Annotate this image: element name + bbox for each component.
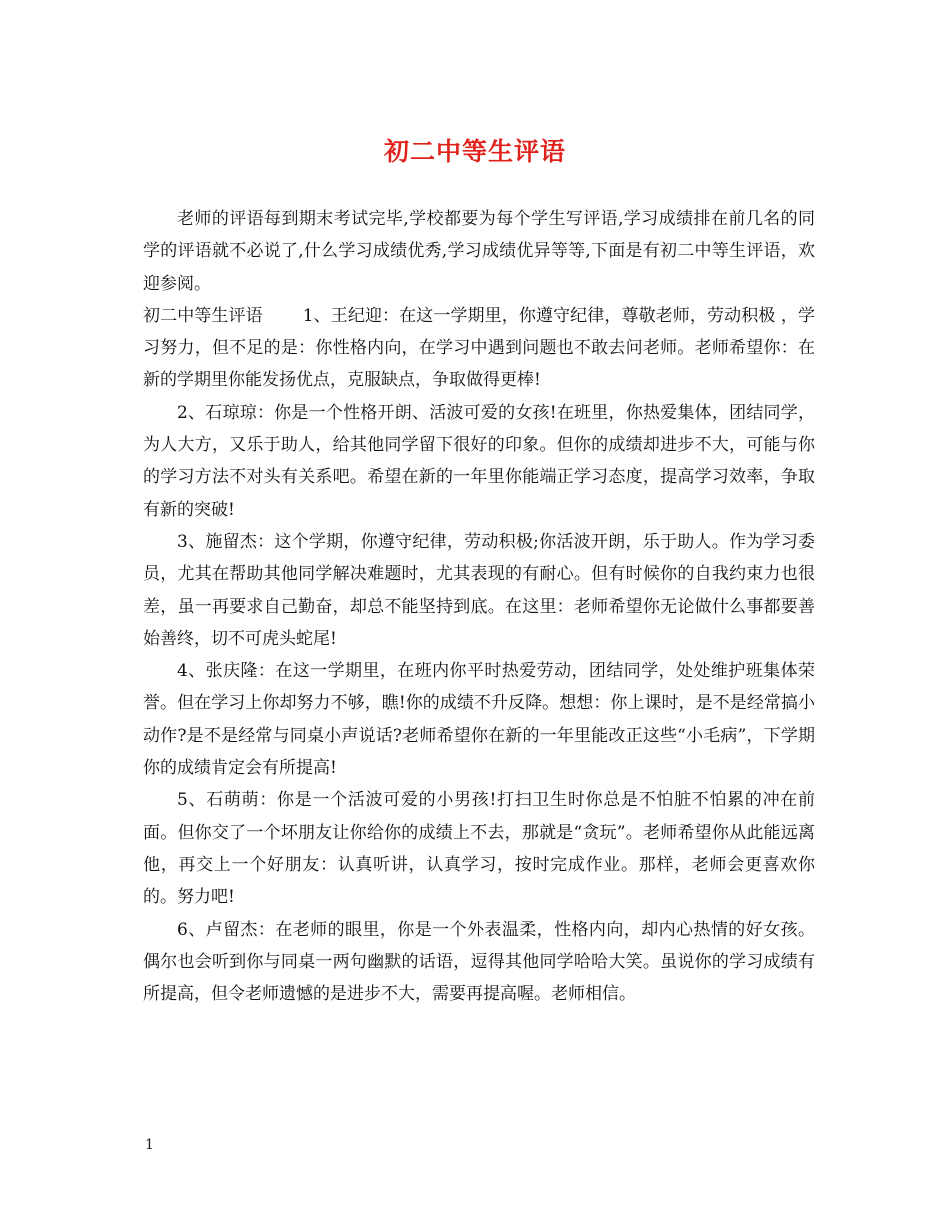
comment-paragraph-4: 4、张庆隆：在这一学期里，在班内你平时热爱劳动，团结同学，处处维护班集体荣誉。但在学习上你却努力不够，瞧!你的成绩不升反降。想想：你上课时，是不是经常搞小动作?是不是经常与同桌小声说话?老师希望你在新的一年里能改正这些“小毛病”，下学期你的成绩肯定会有所提高! — [143, 661, 815, 779]
comment-paragraph-2: 2、石琼琼：你是一个性格开朗、活波可爱的女孩!在班里，你热爱集体，团结同学，为人大方，又乐于助人，给其他同学留下很好的印象。但你的成绩却进步不大，可能与你的学习方法不对头有关系吧。希望在新的一年里你能端正学习态度，提高学习效率，争取有新的突破! — [143, 402, 815, 520]
document-body — [143, 203, 815, 1010]
comment-paragraph-1 — [143, 300, 815, 397]
comment-paragraph-6: 6、卢留杰：在老师的眼里，你是一个外表温柔，性格内向，却内心热情的好女孩。偶尔也会听到你与同桌一两句幽默的话语，逗得其他同学哈哈大笑。虽说你的学习成绩有所提高，但令老师遗憾的是进步不大，需要再提高喔。老师相信。 — [143, 919, 815, 1005]
section-label: 初二中等生评语 — [143, 305, 263, 326]
document-title: 初二中等生评语 — [383, 137, 566, 166]
comment-paragraph-5: 5、石萌萌：你是一个活波可爱的小男孩!打扫卫生时你总是不怕脏不怕累的冲在前面。但你交了一个坏朋友让你给你的成绩上不去，那就是“贪玩”。老师希望你从此能远离他，再交上一个好朋友：认真听讲，认真学习，按时完成作业。那样，老师会更喜欢你的。努力吧! — [143, 790, 815, 908]
intro-paragraph: 老师的评语每到期末考试完毕,学校都要为每个学生写评语,学习成绩排在前几名的同学的评语就不必说了,什么学习成绩优秀,学习成绩优异等等,下面是有初二中等生评语，欢迎参阅。 — [143, 209, 815, 294]
comment-paragraph-3: 3、施留杰：这个学期，你遵守纪律，劳动积极;你活波开朗，乐于助人。作为学习委员，尤其在帮助其他同学解决难题时，尤其表现的有耐心。但有时候你的自我约束力也很差，虽一再要求自己勤奋，却总不能坚持到底。在这里：老师希望你无论做什么事都要善始善终，切不可虎头蛇尾! — [143, 531, 815, 649]
comment-text-1: 1、王纪迎：在这一学期里，你遵守纪律，尊敬老师，劳动积极 ，学习努力，但不足的是：你性格内向，在学习中遇到问题也不敢去问老师。老师希望你：在新的学期里你能发扬优点，克服缺点，争取做得更棒! — [143, 305, 816, 391]
page-number: 1 — [145, 1137, 154, 1153]
